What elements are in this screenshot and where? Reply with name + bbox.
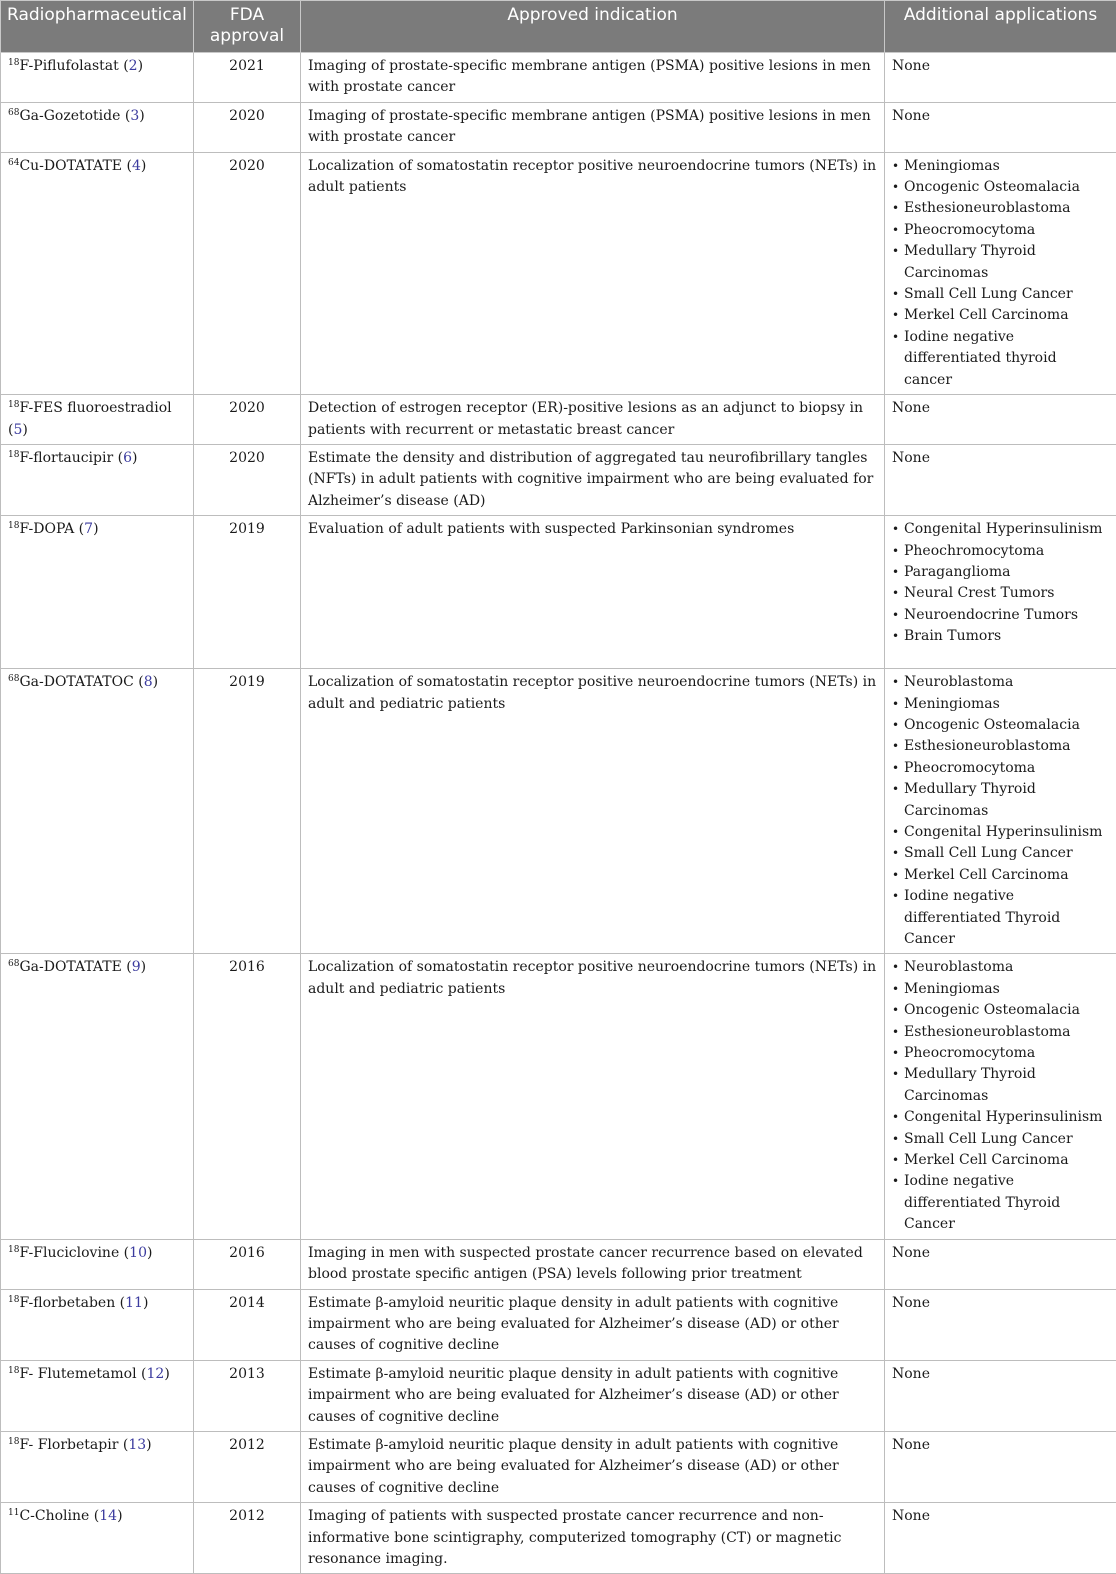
radiopharmaceutical-cell: $^{68}$Ga-Gozetotide (3) xyxy=(1,102,194,152)
agent-name: Ga-DOTATATE xyxy=(19,959,121,975)
table-row xyxy=(1,1239,1116,1289)
fda-approval-year: 2020 xyxy=(194,395,301,445)
additional-applications-cell xyxy=(885,152,1116,394)
approved-indication: Estimate β-amyloid neuritic plaque density in adult patients with cognitive impairment who are being evaluated for Alzheimer’s disease (AD) or other causes of cognitive decline xyxy=(301,1360,885,1431)
agent-name: F-Piflufolastat xyxy=(19,58,118,74)
additional-applications-cell xyxy=(885,954,1116,1239)
application-item: • Oncogenic Osteomalacia xyxy=(892,715,1109,736)
application-item: • Oncogenic Osteomalacia xyxy=(892,1000,1109,1021)
application-item: • Neuroendocrine Tumors xyxy=(892,605,1109,626)
fda-approval-year: 2012 xyxy=(194,1503,301,1574)
additional-applications-cell xyxy=(885,1503,1116,1574)
fda-approval-year: 2020 xyxy=(194,444,301,515)
radiopharmaceutical-cell: $^{18}$F- Florbetapir (13) xyxy=(1,1431,194,1502)
isotope-mass-number: 18 xyxy=(8,450,19,460)
application-item: • Iodine negative differentiated Thyroid Cancer xyxy=(892,1171,1109,1235)
header-fda-approval: FDA approval xyxy=(194,1,301,53)
application-item: • Oncogenic Osteomalacia xyxy=(892,177,1109,198)
application-item: • Meningiomas xyxy=(892,979,1109,1000)
radiopharmaceutical-cell: $^{18}$F-Fluciclovine (10) xyxy=(1,1239,194,1289)
isotope-mass-number: 64 xyxy=(8,158,19,168)
radiopharmaceutical-cell: $^{68}$Ga-DOTATATOC (8) xyxy=(1,669,194,954)
reference-link[interactable]: 11 xyxy=(125,1295,143,1311)
additional-applications-cell xyxy=(885,1239,1116,1289)
reference-link[interactable]: 12 xyxy=(146,1366,164,1382)
agent-name: F-DOPA xyxy=(19,521,74,537)
application-item: • Congenital Hyperinsulinism xyxy=(892,1107,1109,1128)
table-row xyxy=(1,152,1116,394)
additional-applications-cell xyxy=(885,102,1116,152)
applications-list xyxy=(892,519,1109,647)
approved-indication: Imaging in men with suspected prostate cancer recurrence based on elevated blood prostate specific antigen (PSA) levels following prior treatment xyxy=(301,1239,885,1289)
approved-indication: Evaluation of adult patients with suspected Parkinsonian syndromes xyxy=(301,516,885,669)
agent-name: Ga-DOTATATOC xyxy=(19,674,133,690)
applications-list xyxy=(892,672,1109,950)
fda-approval-year: 2021 xyxy=(194,53,301,103)
agent-name: F-FES fluoroestradiol xyxy=(19,400,171,416)
application-item: • Small Cell Lung Cancer xyxy=(892,284,1109,305)
agent-name: F-Fluciclovine xyxy=(19,1245,119,1261)
agent-name: F-florbetaben xyxy=(19,1295,115,1311)
fda-approval-year: 2016 xyxy=(194,954,301,1239)
isotope-mass-number: 18 xyxy=(8,521,19,531)
reference-link[interactable]: 10 xyxy=(129,1245,147,1261)
applications-list xyxy=(892,156,1109,391)
table-row xyxy=(1,1503,1116,1574)
radiopharmaceutical-cell: $^{18}$F- Flutemetamol (12) xyxy=(1,1360,194,1431)
application-item: • Pheochromocytoma xyxy=(892,541,1109,562)
isotope-mass-number: 68 xyxy=(8,959,19,969)
application-item: • Small Cell Lung Cancer xyxy=(892,843,1109,864)
table-row xyxy=(1,1360,1116,1431)
application-none: None xyxy=(892,1295,930,1311)
application-item: • Pheocromocytoma xyxy=(892,220,1109,241)
fda-approval-year: 2012 xyxy=(194,1431,301,1502)
application-none: None xyxy=(892,58,930,74)
additional-applications-cell xyxy=(885,395,1116,445)
agent-name: F-flortaucipir xyxy=(19,450,113,466)
application-none: None xyxy=(892,1366,930,1382)
isotope-mass-number: 18 xyxy=(8,400,19,410)
additional-applications-cell xyxy=(885,444,1116,515)
radiopharmaceutical-cell: $^{18}$F-flortaucipir (6) xyxy=(1,444,194,515)
fda-approval-year: 2016 xyxy=(194,1239,301,1289)
radiopharmaceutical-cell: $^{18}$F-FES fluoroestradiol (5) xyxy=(1,395,194,445)
table-row xyxy=(1,53,1116,103)
header-approved-indication: Approved indication xyxy=(301,1,885,53)
table-row xyxy=(1,1289,1116,1360)
table-row xyxy=(1,516,1116,669)
header-radiopharmaceutical: Radiopharmaceutical xyxy=(1,1,194,53)
isotope-mass-number: 18 xyxy=(8,1295,19,1305)
reference-link[interactable]: 8 xyxy=(144,674,153,690)
additional-applications-cell xyxy=(885,516,1116,669)
fda-approval-year: 2020 xyxy=(194,102,301,152)
application-item: • Merkel Cell Carcinoma xyxy=(892,1150,1109,1171)
application-item: • Paraganglioma xyxy=(892,562,1109,583)
application-item: • Medullary Thyroid Carcinomas xyxy=(892,1064,1109,1107)
reference-link[interactable]: 7 xyxy=(84,521,93,537)
application-item: • Medullary Thyroid Carcinomas xyxy=(892,241,1109,284)
application-item: • Neural Crest Tumors xyxy=(892,583,1109,604)
application-item: • Iodine negative differentiated Thyroid Cancer xyxy=(892,886,1109,950)
fda-approval-year: 2020 xyxy=(194,152,301,394)
application-none: None xyxy=(892,108,930,124)
table-row xyxy=(1,102,1116,152)
radiopharmaceutical-cell: $^{18}$F-DOPA (7) xyxy=(1,516,194,669)
application-item: • Meningiomas xyxy=(892,156,1109,177)
radiopharmaceutical-cell: $^{68}$Ga-DOTATATE (9) xyxy=(1,954,194,1239)
isotope-mass-number: 18 xyxy=(8,1366,19,1376)
application-item: • Small Cell Lung Cancer xyxy=(892,1129,1109,1150)
isotope-mass-number: 68 xyxy=(8,108,19,118)
table-row xyxy=(1,954,1116,1239)
approved-indication: Localization of somatostatin receptor positive neuroendocrine tumors (NETs) in adult patients xyxy=(301,152,885,394)
application-item: • Esthesioneuroblastoma xyxy=(892,1022,1109,1043)
approved-indication: Estimate β-amyloid neuritic plaque density in adult patients with cognitive impairment who are being evaluated for Alzheimer’s disease (AD) or other causes of cognitive decline xyxy=(301,1431,885,1502)
approved-indication: Localization of somatostatin receptor positive neuroendocrine tumors (NETs) in adult and pediatric patients xyxy=(301,669,885,954)
application-item: • Merkel Cell Carcinoma xyxy=(892,865,1109,886)
isotope-mass-number: 18 xyxy=(8,1437,19,1447)
application-none: None xyxy=(892,1245,930,1261)
isotope-mass-number: 68 xyxy=(8,674,19,684)
radiopharmaceutical-cell: $^{64}$Cu-DOTATATE (4) xyxy=(1,152,194,394)
approved-indication: Imaging of prostate-specific membrane antigen (PSMA) positive lesions in men with prostate cancer xyxy=(301,102,885,152)
application-item: • Pheocromocytoma xyxy=(892,1043,1109,1064)
isotope-mass-number: 18 xyxy=(8,1245,19,1255)
agent-name: C-Choline xyxy=(19,1508,89,1524)
fda-approval-year: 2019 xyxy=(194,669,301,954)
additional-applications-cell xyxy=(885,1360,1116,1431)
agent-name: F- Flutemetamol xyxy=(19,1366,136,1382)
reference-link[interactable]: 3 xyxy=(130,108,139,124)
application-item: • Esthesioneuroblastoma xyxy=(892,736,1109,757)
additional-applications-cell xyxy=(885,1289,1116,1360)
fda-approval-year: 2019 xyxy=(194,516,301,669)
approved-indication: Imaging of prostate-specific membrane antigen (PSMA) positive lesions in men with prostate cancer xyxy=(301,53,885,103)
table-row xyxy=(1,669,1116,954)
table-body xyxy=(1,53,1116,1574)
agent-name: Cu-DOTATATE xyxy=(19,158,122,174)
approved-indication: Estimate β-amyloid neuritic plaque density in adult patients with cognitive impairment who are being evaluated for Alzheimer’s disease (AD) or other causes of cognitive decline xyxy=(301,1289,885,1360)
header-row xyxy=(1,1,1116,53)
radiopharmaceutical-cell: $^{11}$C-Choline (14) xyxy=(1,1503,194,1574)
additional-applications-cell xyxy=(885,53,1116,103)
approved-indication: Detection of estrogen receptor (ER)-positive lesions as an adjunct to biopsy in patients with recurrent or metastatic breast cancer xyxy=(301,395,885,445)
application-item: • Merkel Cell Carcinoma xyxy=(892,305,1109,326)
fda-approval-year: 2013 xyxy=(194,1360,301,1431)
radiopharmaceutical-cell: $^{18}$F-Piflufolastat (2) xyxy=(1,53,194,103)
reference-link[interactable]: 9 xyxy=(132,959,141,975)
approved-indication: Estimate the density and distribution of aggregated tau neurofibrillary tangles (NFTs) in adult patients with cognitive impairment who are being evaluated for Alzheimer’s disease (AD) xyxy=(301,444,885,515)
applications-list xyxy=(892,957,1109,1235)
application-item: • Esthesioneuroblastoma xyxy=(892,198,1109,219)
reference-link[interactable]: 13 xyxy=(128,1437,146,1453)
table-row xyxy=(1,1431,1116,1502)
application-item: • Pheocromocytoma xyxy=(892,758,1109,779)
approved-indication: Imaging of patients with suspected prostate cancer recurrence and non-informative bone scintigraphy, computerized tomography (CT) or magnetic resonance imaging. xyxy=(301,1503,885,1574)
table-row xyxy=(1,444,1116,515)
reference-link[interactable]: 5 xyxy=(13,422,22,438)
additional-applications-cell xyxy=(885,669,1116,954)
application-none: None xyxy=(892,450,930,466)
application-item: • Neuroblastoma xyxy=(892,672,1109,693)
additional-applications-cell xyxy=(885,1431,1116,1502)
fda-approval-year: 2014 xyxy=(194,1289,301,1360)
application-item: • Meningiomas xyxy=(892,694,1109,715)
agent-name: F- Florbetapir xyxy=(19,1437,118,1453)
reference-link[interactable]: 2 xyxy=(129,58,138,74)
table-row xyxy=(1,395,1116,445)
reference-link[interactable]: 14 xyxy=(99,1508,117,1524)
header-additional-applications: Additional applications xyxy=(885,1,1116,53)
reference-link[interactable]: 6 xyxy=(123,450,132,466)
isotope-mass-number: 18 xyxy=(8,58,19,68)
application-none: None xyxy=(892,400,930,416)
application-item: • Brain Tumors xyxy=(892,626,1109,647)
isotope-mass-number: 11 xyxy=(8,1508,19,1518)
application-item: • Medullary Thyroid Carcinomas xyxy=(892,779,1109,822)
application-none: None xyxy=(892,1437,930,1453)
application-item: • Congenital Hyperinsulinism xyxy=(892,519,1109,540)
application-item: • Congenital Hyperinsulinism xyxy=(892,822,1109,843)
agent-name: Ga-Gozetotide xyxy=(19,108,120,124)
application-item: • Neuroblastoma xyxy=(892,957,1109,978)
approved-indication: Localization of somatostatin receptor positive neuroendocrine tumors (NETs) in adult and pediatric patients xyxy=(301,954,885,1239)
application-none: None xyxy=(892,1508,930,1524)
radiopharmaceutical-cell: $^{18}$F-florbetaben (11) xyxy=(1,1289,194,1360)
reference-link[interactable]: 4 xyxy=(132,158,141,174)
application-item: • Iodine negative differentiated thyroid cancer xyxy=(892,327,1109,391)
